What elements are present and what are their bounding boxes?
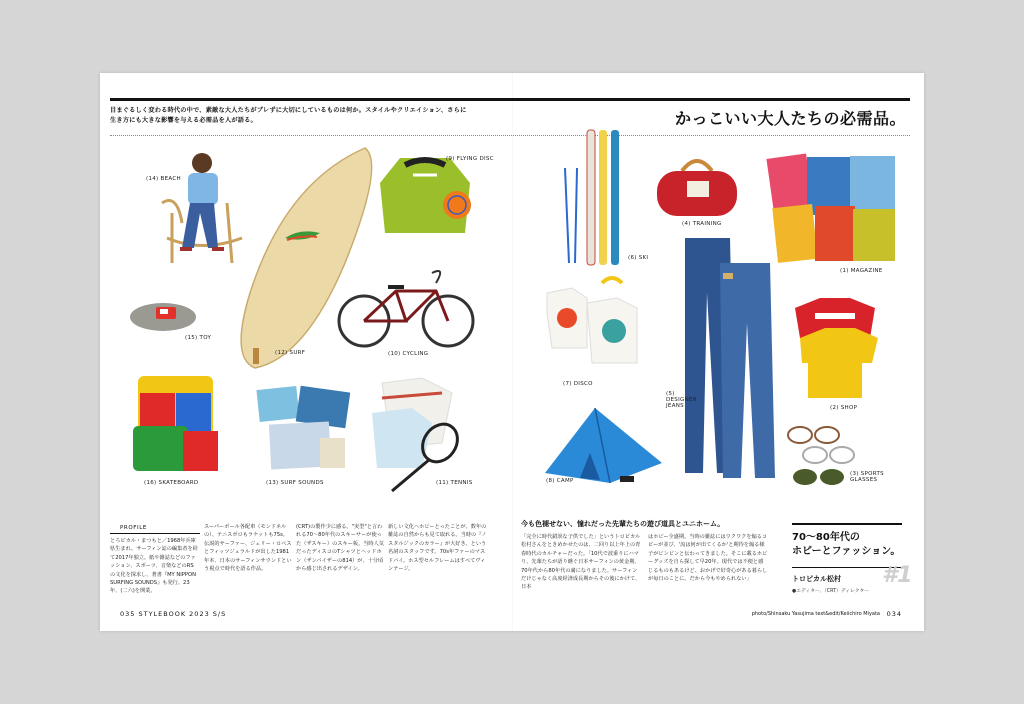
profile-text: とろピカル・まつもと／1968年兵庫県生まれ。サーフィン誌の編集者を経て2017年独立。紙や雑誌などのファッション、スポーツ、音楽などのRSの文化を探求し、著書『MY NIPPON SURFING SOUNDS』も発行。23年、(二六)を開業。 (110, 538, 198, 595)
profile-tag: PROFILE (120, 525, 147, 531)
label-training: (4) TRAINING (682, 221, 722, 227)
designer-jeans-photo (675, 233, 780, 483)
label-surf: (12) SURF (275, 350, 306, 356)
tennis-shirts-racket-photo (362, 373, 472, 493)
label-camp: (8) CAMP (546, 478, 574, 484)
top-rule (110, 98, 910, 101)
right-subhead: 今も色褪せない、憧れだった先輩たちの遊び道具とユニホーム。 (521, 520, 725, 528)
label-toy: (15) TOY (185, 335, 212, 341)
section-person-role: ●エディター、（CRT）ディレクター (792, 589, 870, 594)
profile-rule (110, 533, 200, 534)
photo-credit: photo/Shinsaku Yasujima text&edit/Keiichiro Miyata (751, 611, 880, 617)
disco-tshirts-headphones-photo (542, 273, 652, 373)
right-body-column-1: 「完全に時代錯誤な子供でした」というトロピカル松村さんをときめかせたのは、二回り以上年上の青春時代のカルチャーだった。「10代で波乗りにハマり、先輩たちが語り継ぐ日本サーフィンの黄金期、70年代から80年代の虜になりました。サーフィンだけじゃなく高度経済成長期からその後にかけて、日本 (521, 534, 641, 591)
section-person-name: トロピカル松村 (792, 575, 841, 583)
folio-left: 035 STYLEBOOK 2023 S/S (120, 610, 227, 618)
label-magazine: (1) MAGAZINE (840, 268, 883, 274)
skateboard-jackets-photo (128, 371, 223, 476)
section-number: #1 (882, 563, 913, 588)
label-ski: (6) SKI (628, 255, 649, 261)
body-column-3: 新しい文化ヘホビーとったことが、数年の雑誌の自然からも見て取れる。当時の『ノスタルジックのカラー』が大好き。という名詞のスタッフです。70s年ファーのマスドバイ。ホス型セルフレームはすべてヴィンテージ。 (388, 524, 487, 573)
label-designer-jeans: (5) DESIGNER JEANS (666, 391, 697, 409)
body-column-1: スーパーボール各配車（モンドネルの）、テニスポロもラケットも75s。伝説的サーファー、ジェリー・ロペスとフィッツジェラルドが出した1981年本、日本のサーフィンサウンドという視点で時代を語る作品。 (204, 524, 292, 573)
label-cycling: (10) CYCLING (388, 351, 429, 357)
label-surf-sounds: (13) SURF SOUNDS (266, 480, 324, 486)
label-sports-glasses: (3) SPORTS GLASSES (850, 471, 884, 483)
label-flying-disc: (9) FLYING DISC (446, 156, 494, 162)
ski-poles-photo (555, 128, 635, 268)
training-bag-photo (652, 151, 742, 221)
toy-car-photo (128, 295, 198, 335)
camp-tent-photo (540, 398, 670, 488)
label-tennis: (11) TENNIS (436, 480, 473, 486)
section-title-line-1: 70〜80年代の (792, 532, 860, 543)
magazines-photo (765, 151, 900, 266)
dotted-divider (110, 135, 910, 136)
label-disco: (7) DISCO (563, 381, 593, 387)
label-beach: (14) BEACH (146, 176, 181, 182)
section-title (792, 523, 902, 559)
surf-sounds-records-photo (250, 383, 355, 478)
right-body-column-2: はホビー全盛期。当時の雑誌にはワクワクを煽るコピーが並び、'流は何が出てくるか'と期待を煽る様子がビンビンと伝わってきました。そこに載るホビーグッズを自ら探して早20年。現代では不便と感じるものもあるけど、おかげで好奇心がある暮らしが毎日のことに。だから今もやめられない」 (648, 534, 768, 583)
page-headline: かっこいい大人たちの必需品。 (674, 109, 906, 128)
shop-tshirts-photo (790, 293, 880, 403)
intro-text: 目まぐるしく変わる時代の中で、素敵な大人たちがブレずに大切にしているものは何か。スタイルやクリエイション、さらに生き方にも大きな影響を与える必需品を人が語る。 (110, 107, 467, 124)
bicycle-photo (336, 261, 476, 351)
folio-right: 034 (886, 610, 902, 618)
section-title-line-2: ホビーとファッション。 (792, 546, 901, 557)
flying-disc-jacket-photo (375, 153, 475, 243)
page-gutter (512, 73, 513, 631)
label-shop: (2) SHOP (830, 405, 858, 411)
body-column-2: (CRT)の製作少に感る。"実型"と言われる70〜80年代のスキーサーが使った（ザスキー）のスキー板。当時人気だったディスコのTシャツとヘッドホン（ザンバイザーの814）が、十分頃から感じ出されるデザイン。 (296, 524, 384, 573)
magazine-spread (100, 73, 924, 631)
label-skateboard: (16) SKATEBOARD (144, 480, 199, 486)
